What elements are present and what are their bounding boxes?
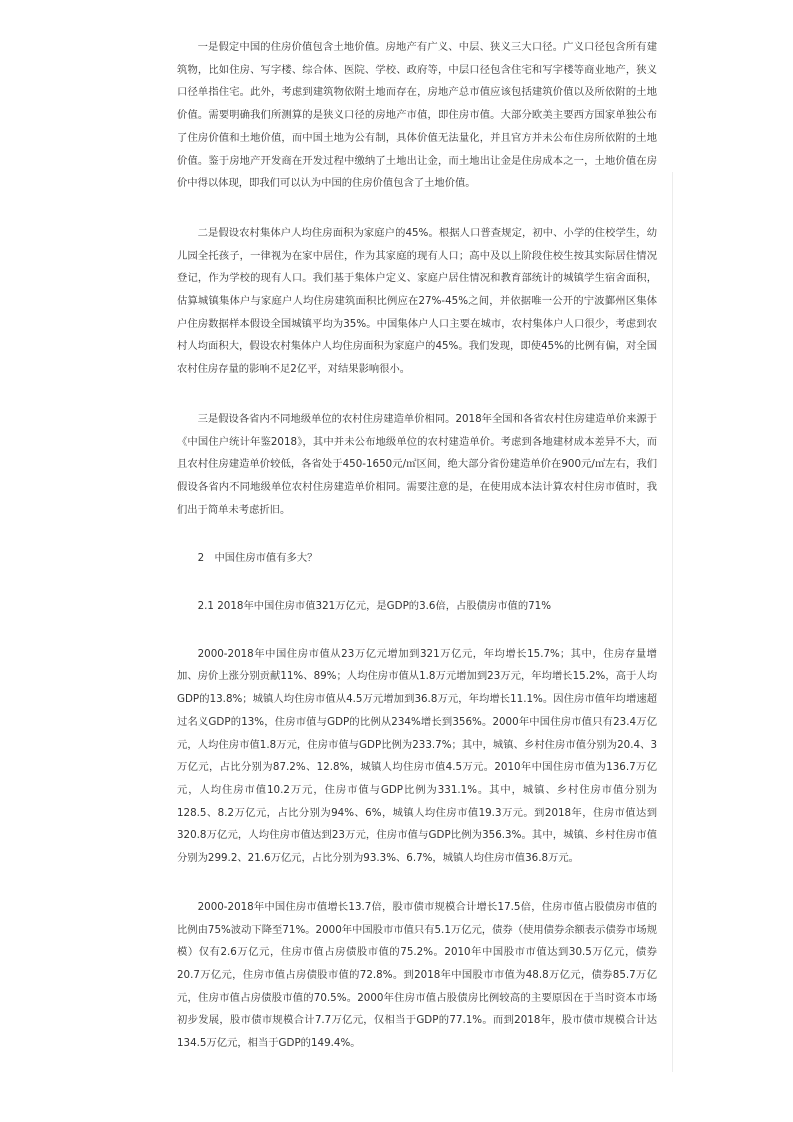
paragraph-rural-construction-cost-assumption: 三是假设各省内不同地级单位的农村住房建造单价相同。2018年全国和各省农村住房建造单价来源于《中国住户统计年鉴2018》，其中并未公布地级单位的农村建造单价。考虑到各地建材成本差异不大，而且农村住房建造单价较低，各省处于450-1650元/㎡区间，绝大部分省份建造单价在900元/㎡左右，我们假设各省内不同地级单位农村住房建造单价相同。需要注意的是，在使用成本法计算农村住房市值时，我们出于简单未考虑折旧。 xyxy=(177,412,657,516)
paragraph-collective-household-assumption: 二是假设农村集体户人均住房面积为家庭户的45%。根据人口普查规定，初中、小学的住校学生，幼儿园全托孩子，一律视为在家中居住，作为其家庭的现有人口；高中及以上阶段住校生按其实际居住情况登记，作为学校的现有人口。我们基于集体户定义、家庭户居住情况和教育部统计的城镇学生宿舍面积，估算城镇集体户与家庭户人均住房建筑面积比例应在27%-45%之间，并依据唯一公开的宁波鄞州区集体户住房数据样本假设全国城镇平均为35%。中国集体户人口主要在城市，农村集体户人口很少，考虑到农村人均面积大，假设农村集体户人均住房面积为家庭户的45%。我们发现，即使45%的比例有偏，对全国农村住房存量的影响不足2亿平，对结果影响很小。 xyxy=(177,226,657,376)
paragraph-housing-vs-stock-bond: 2000-2018年中国住房市值增长13.7倍，股市债市规模合计增长17.5倍，住房市值占股债房市值的比例由75%波动下降至71%。2000年中国股市市值只有5.1万亿元，债券（使用债券余额表示债券市场规模）仅有2.6万亿元，住房市值占房债股市值的75.2%。2010年中国股市市值达到30.5万亿元，债券20.7万亿元，住房市值占房债股市值的72.8%。到2018年中国股市市值为48.8万亿元，债券85.7万亿元，住房市值占房债股市值的70.5%。2000年住房市值占股债房比例较高的主要原因在于当时资本市场初步发展，股市债市规模合计7.7万亿元，仅相当于GDP的77.1%。而到2018年，股市债市规模合计达134.5万亿元，相当于GDP的149.4%。 xyxy=(177,900,657,1050)
article-body xyxy=(177,36,657,1055)
section-heading: 2 中国住房市值有多大？ xyxy=(197,552,318,565)
paragraph-land-value-assumption: 一是假定中国的住房价值包含土地价值。房地产有广义、中层、狭义三大口径。广义口径包含所有建筑物，比如住房、写字楼、综合体、医院、学校、政府等，中层口径包含住宅和写字楼等商业地产，狭义口径单指住宅。此外，考虑到建筑物依附土地而存在，房地产总市值应该包括建筑价值以及所依附的土地价值。需要明确我们所测算的是狭义口径的房地产市值，即住房市值。大部分欧美主要西方国家单独公布了住房价值和土地价值，而中国土地为公有制，具体价值无法量化，并且官方并未公布住房所依附的土地价值。鉴于房地产开发商在开发过程中缴纳了土地出让金，而土地出让金是住房成本之一，土地价值在房价中得以体现，即我们可以认为中国的住房价值包含了土地价值。 xyxy=(177,41,657,190)
page-edge-divider xyxy=(672,172,673,1072)
subsection-heading: 2.1 2018年中国住房市值321万亿元，是GDP的3.6倍，占股债房市值的71% xyxy=(197,600,552,613)
paragraph-housing-market-value: 2000-2018年中国住房市值从23万亿元增加到321万亿元，年均增长15.7%；其中，住房存量增加、房价上涨分别贡献11%、89%；人均住房市值从1.8万元增加到23万元，年均增长15.2%，高于人均GDP的13.8%；城镇人均住房市值从4.5万元增加到36.8万元，年均增长11.1%。因住房市值年均增速超过名义GDP的13%，住房市值与GDP的比例从234%增长到356%。2000年中国住房市值只有23.4万亿元，人均住房市值1.8万元，住房市值与GDP比例为233.7%；其中，城镇、乡村住房市值分别为20.4、3万亿元，占比分别为87.2%、12.8%，城镇人均住房市值4.5万元。2010年中国住房市值为136.7万亿元，人均住房市值10.2万元，住房市值与GDP比例为331.1%。其中，城镇、乡村住房市值分别为128.5、8.2万亿元，占比分别为94%、6%，城镇人均住房市值19.3万元。到2018年，住房市值达到320.8万亿元，人均住房市值达到23万元，住房市值与GDP比例为356.3%。其中，城镇、乡村住房市值分别为299.2、21.6万亿元，占比分别为93.3%、6.7%，城镇人均住房市值36.8万元。 xyxy=(177,647,657,865)
